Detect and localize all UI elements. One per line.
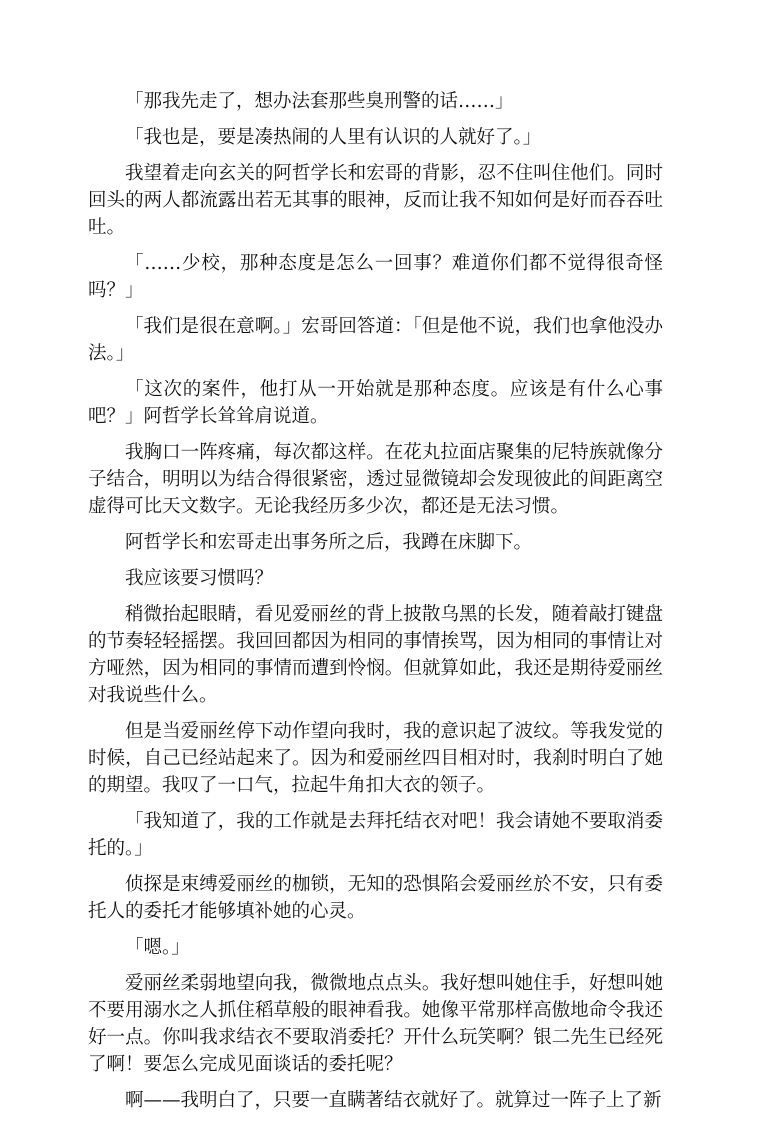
paragraph-13: 侦探是束缚爱丽丝的枷锁，无知的恐惧陷会爱丽丝於不安，只有委托人的委托才能够填补她的心灵。 [88,874,663,922]
paragraph-1: 「那我先走了，想办法套那些臭刑警的话……」 [125,91,514,112]
paragraph-4: 「……少校，那种态度是怎么一回事？难道你们都不觉得很奇怪吗？」 [88,253,663,301]
paragraph-10: 稍微抬起眼睛，看见爱丽丝的背上披散乌黑的长发，随着敲打键盘的节奏轻轻摇摆。我回回都因为相同的事情挨骂，因为相同的事情让对方哑然，因为相同的事情而遭到怜悯。但就算如此，我还是期待爱丽丝对我说些什么。 [88,604,663,706]
paragraph-9: 我应该要习惯吗？ [125,568,274,589]
paragraph-15: 爱丽丝柔弱地望向我，微微地点点头。我好想叫她住手，好想叫她不要用溺水之人抓住稻草般的眼神看我。她像平常那样高傲地命令我还好一点。你叫我求结衣不要取消委托？开什么玩笑啊？银二先生已经死了啊！要怎么完成见面谈话的委托呢？ [88,973,663,1075]
paragraph-2: 「我也是，要是凑热闹的人里有认识的人就好了。」 [125,127,542,148]
paragraph-12: 「我知道了，我的工作就是去拜托结衣对吧！我会请她不要取消委托的。」 [88,811,663,859]
paragraph-14: 「嗯。」 [125,937,190,958]
page-body [88,88,663,1123]
paragraph-3: 我望着走向玄关的阿哲学长和宏哥的背影，忍不住叫住他们。同时回头的两人都流露出若无其事的眼神，反而让我不知如何是好而吞吞吐吐。 [88,163,663,238]
paragraph-5: 「我们是很在意啊。」宏哥回答道：「但是他不说，我们也拿他没办法。」 [88,316,663,364]
paragraph-8: 阿哲学长和宏哥走出事务所之后，我蹲在床脚下。 [125,532,533,553]
paragraph-7: 我胸口一阵疼痛，每次都这样。在花丸拉面店聚集的尼特族就像分子结合，明明以为结合得很紧密，透过显微镜却会发现彼此的间距离空虚得可比天文数字。无论我经历多少次，都还是无法习惯。 [88,442,663,517]
paragraph-16: 啊——我明白了，只要一直瞒著结衣就好了。就算过一阵子上了新 [125,1090,662,1111]
paragraph-11: 但是当爱丽丝停下动作望向我时，我的意识起了波纹。等我发觉的时候，自己已经站起来了。因为和爱丽丝四目相对时，我刹时明白了她的期望。我叹了一口气，拉起牛角扣大衣的领子。 [88,721,663,796]
paragraph-6: 「这次的案件，他打从一开始就是那种态度。应该是有什么心事吧？」阿哲学长耸耸肩说道。 [88,379,663,427]
